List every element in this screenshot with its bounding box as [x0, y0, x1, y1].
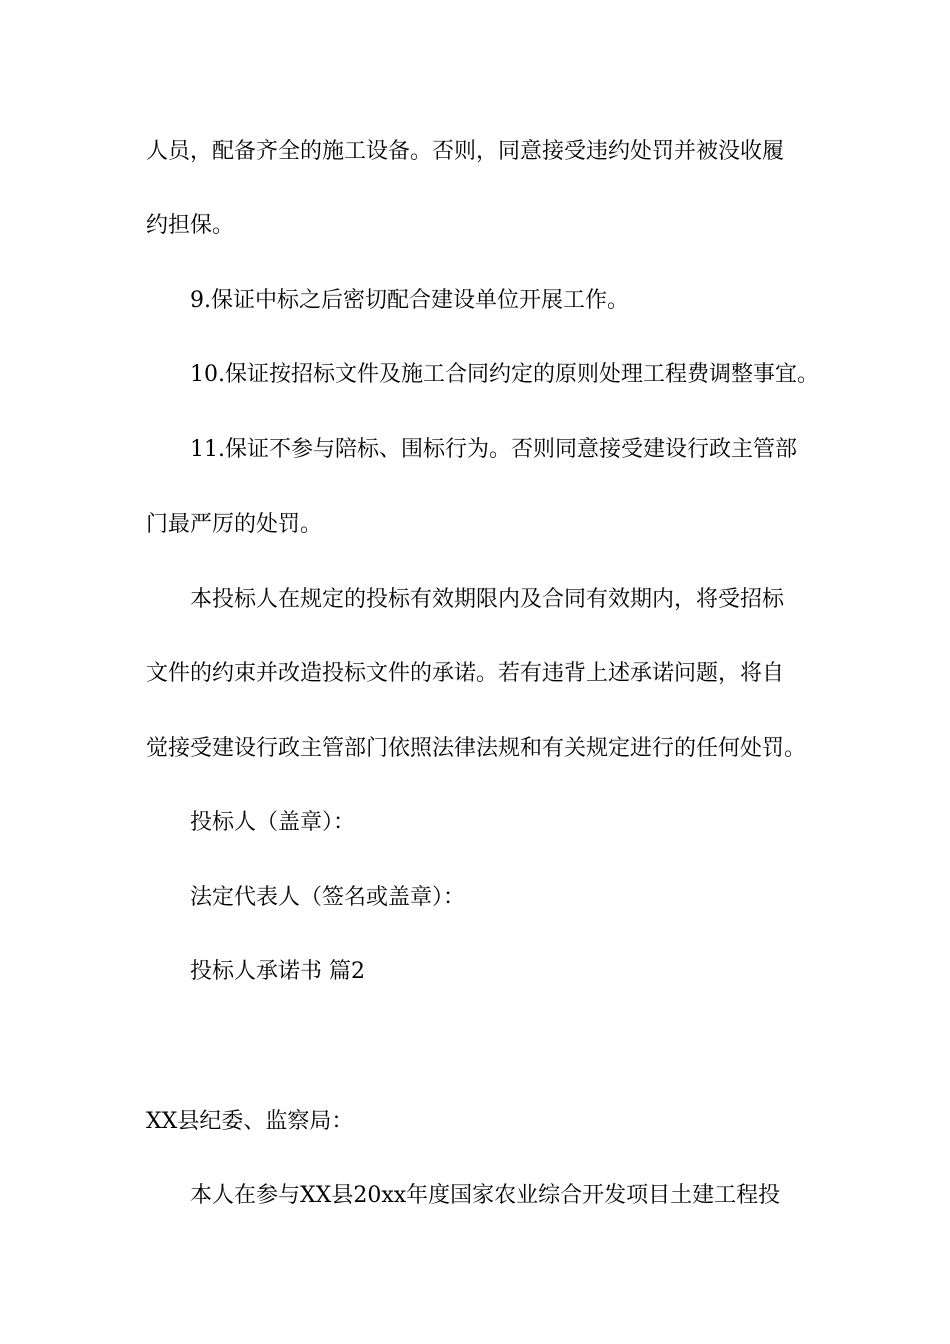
addressee-line: XX县纪委、监察局：	[146, 1109, 354, 1134]
section-heading: 投标人承诺书 篇2	[190, 959, 365, 984]
paragraph-line: 约担保。	[146, 213, 235, 238]
paragraph-line: 觉接受建设行政主管部门依照法律法规和有关规定进行的任何处罚。	[146, 736, 807, 761]
paragraph-line: 门最严厉的处罚。	[146, 512, 323, 537]
bidder-seal-line: 投标人（盖章）：	[190, 810, 356, 835]
clause-11: 11.保证不参与陪标、围标行为。否则同意接受建设行政主管部	[190, 437, 797, 462]
paragraph-line: 人员，配备齐全的施工设备。否则，同意接受违约处罚并被没收履	[146, 139, 785, 164]
clause-9: 9.保证中标之后密切配合建设单位开展工作。	[190, 288, 629, 313]
commitment-paragraph: 本投标人在规定的投标有效期限内及合同有效期内，将受招标	[190, 587, 785, 612]
legal-representative-line: 法定代表人（签名或盖章）：	[190, 885, 466, 910]
clause-10: 10.保证按招标文件及施工合同约定的原则处理工程费调整事宜。	[190, 362, 819, 387]
paragraph-line: 本人在参与XX县20xx年度国家农业综合开发项目土建工程投	[190, 1183, 781, 1208]
paragraph-line: 文件的约束并改造投标文件的承诺。若有违背上述承诺问题，将自	[146, 661, 785, 686]
